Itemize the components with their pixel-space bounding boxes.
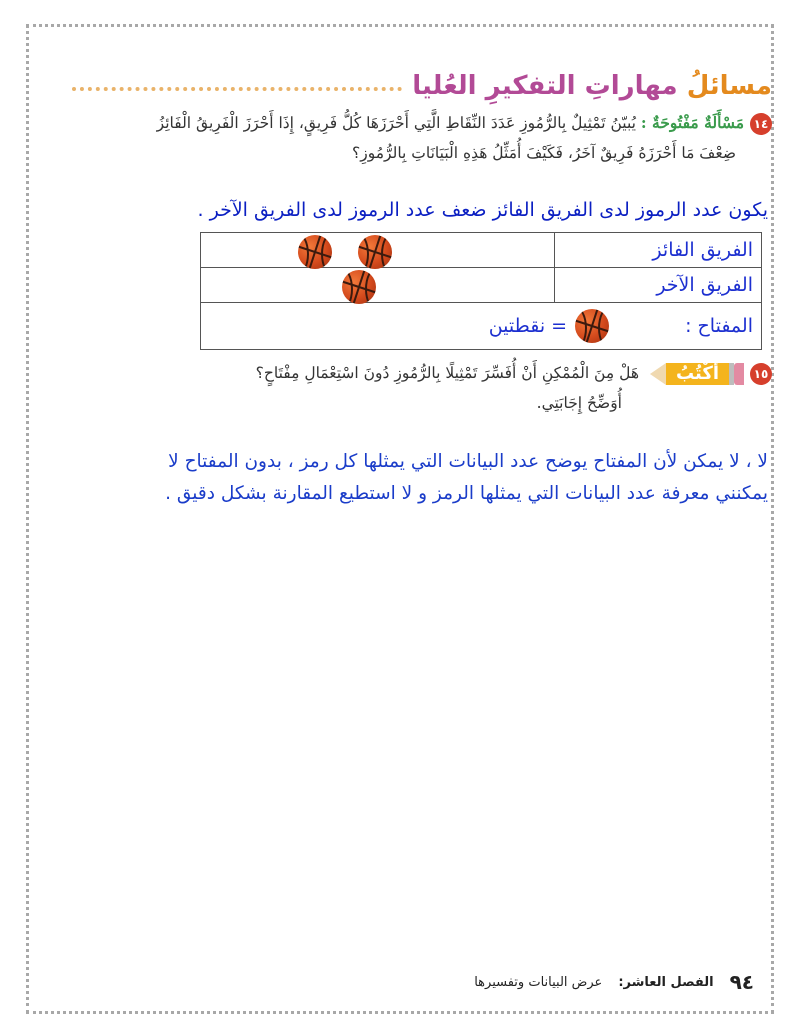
page-border	[26, 24, 774, 1014]
basketball-icon	[342, 270, 376, 304]
key-value: = نقطتين	[488, 315, 568, 337]
basketball-icon	[575, 309, 609, 343]
chapter-label: الفصل العاشر:	[618, 974, 714, 990]
answer-14: يكون عدد الرموز لدى الفريق الفائز ضعف عدد الرموز لدى الفريق الآخر .	[197, 199, 768, 221]
problem-number-badge: ١٤	[750, 113, 772, 135]
symbols-winner	[201, 233, 555, 268]
problem-14-text-2: ضِعْفَ مَا أَحْرَزَهُ فَرِيقٌ آخَرُ، فَكَيْفَ أُمَثِّلُ هَذِهِ الْبَيَانَاتِ بِالرُّمُوزِ؟	[352, 144, 736, 162]
problem-14-line-1	[72, 108, 772, 138]
problem-14-line-2	[72, 138, 772, 168]
write-badge-label: أَكْتُبُ	[666, 363, 729, 385]
section-title	[412, 71, 772, 101]
symbols-other	[201, 268, 555, 303]
pictograph-key	[489, 309, 753, 343]
section-title-accent: مسائلُ	[686, 71, 772, 101]
key-label: المفتاح :	[685, 315, 753, 337]
key-cell	[201, 303, 762, 350]
table-row	[201, 268, 762, 303]
open-question-label: مَسْأَلَةٌ مَفْتُوحَةٌ :	[640, 113, 744, 132]
problem-15-line-1	[72, 358, 772, 388]
page-footer	[474, 970, 754, 994]
answer-15-line-2: يمكنني معرفة عدد البيانات التي يمثلها الرمز و لا استطيع المقارنة بشكل دقيق .	[165, 483, 768, 504]
problem-15-text-1: هَلْ مِنَ الْمُمْكِنِ أَنْ أُفَسِّرَ تَمْثِيلًا بِالرُّمُوزِ دُونَ اسْتِعْمَالِ مِفْتَاحٍ؟	[255, 364, 640, 382]
chapter-title: عرض البيانات وتفسيرها	[474, 974, 603, 990]
team-name-winner: الفريق الفائز	[555, 233, 762, 268]
problem-15-text-2: أُوَضِّحُ إِجَابَتِي.	[536, 394, 622, 412]
problem-15	[72, 358, 772, 418]
pictograph-table	[200, 232, 762, 350]
basketball-icon	[298, 235, 332, 269]
section-heading	[72, 66, 772, 106]
answer-15	[48, 446, 768, 510]
table-row	[201, 303, 762, 350]
problem-14-text-1: يُبيّنُ تَمْثِيلٌ بِالرُّمُوزِ عَدَدَ النِّقَاطِ الَّتِي أَحْرَزَهَا كُلُّ فَرِيقٍ، إِذَا أَحْرَزَ الْفَرِيقُ الْفَائِزُ	[156, 114, 636, 132]
write-badge	[650, 362, 744, 386]
heading-dotted-rule	[72, 87, 402, 91]
problem-14	[72, 108, 772, 168]
basketball-icon	[358, 235, 392, 269]
problem-15-line-2	[72, 388, 772, 418]
team-name-other: الفريق الآخر	[555, 268, 762, 303]
page-number: ٩٤	[729, 970, 754, 994]
pencil-icon	[650, 362, 744, 386]
problem-number-badge: ١٥	[750, 363, 772, 385]
section-title-main: مهاراتِ التفكيرِ العُليا	[412, 71, 678, 101]
table-row	[201, 233, 762, 268]
answer-15-line-1: لا ، لا يمكن لأن المفتاح يوضح عدد البيانات التي يمثلها كل رمز ، بدون المفتاح لا	[168, 451, 768, 472]
